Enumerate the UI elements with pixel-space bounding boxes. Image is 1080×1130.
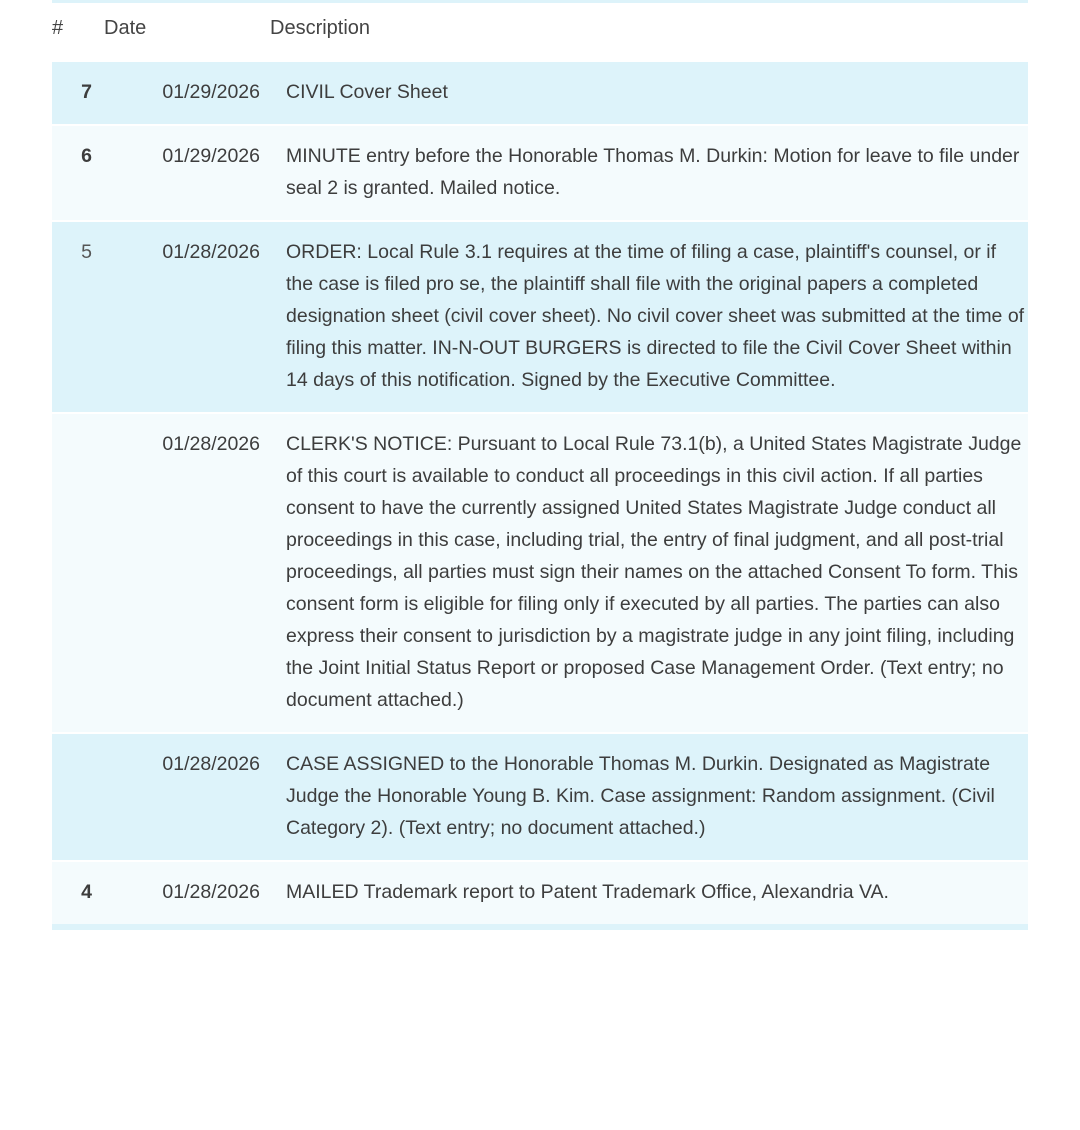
- docket-entry-description: CASE ASSIGNED to the Honorable Thomas M. Durkin. Designated as Magistrate Judge the Honorable Young B. Kim. Case assignment: Random assignment. (Civil Category 2). (Text entry; no document attached.): [270, 733, 1028, 861]
- table-row[interactable]: [52, 125, 1028, 221]
- column-header-number[interactable]: #: [52, 3, 104, 61]
- table-row[interactable]: [52, 861, 1028, 924]
- docket-entry-number[interactable]: 4: [52, 861, 104, 924]
- docket-entry-number[interactable]: 5: [52, 221, 104, 413]
- docket-entry-description: CLERK'S NOTICE: Pursuant to Local Rule 73.1(b), a United States Magistrate Judge of this court is available to conduct all proceedings in this civil action. If all parties consent to have the currently assigned United States Magistrate Judge conduct all proceedings in this case, including trial, the entry of final judgment, and all post-trial proceedings, all parties must sign their names on the attached Consent To form. This consent form is eligible for filing only if executed by all parties. The parties can also express their consent to jurisdiction by a magistrate judge in any joint filing, including the Joint Initial Status Report or proposed Case Management Order. (Text entry; no document attached.): [270, 413, 1028, 733]
- docket-entry-description: MAILED Trademark report to Patent Trademark Office, Alexandria VA.: [270, 861, 1028, 924]
- table-row[interactable]: [52, 733, 1028, 861]
- table-header: [52, 3, 1028, 61]
- docket-entry-description: MINUTE entry before the Honorable Thomas M. Durkin: Motion for leave to file under seal 2 is granted. Mailed notice.: [270, 125, 1028, 221]
- docket-entry-description: CIVIL Cover Sheet: [270, 61, 1028, 125]
- docket-table: [52, 3, 1028, 924]
- docket-entry-date: 01/29/2026: [104, 125, 270, 221]
- column-header-date[interactable]: Date: [104, 3, 270, 61]
- docket-entry-number[interactable]: 6: [52, 125, 104, 221]
- table-row[interactable]: [52, 413, 1028, 733]
- table-row[interactable]: [52, 221, 1028, 413]
- table-body: [52, 61, 1028, 924]
- docket-entry-number: [52, 733, 104, 861]
- table-row[interactable]: [52, 61, 1028, 125]
- docket-entry-date: 01/28/2026: [104, 221, 270, 413]
- docket-entry-date: 01/28/2026: [104, 861, 270, 924]
- docket-entry-date: 01/28/2026: [104, 413, 270, 733]
- table-header-row: [52, 3, 1028, 61]
- column-header-description[interactable]: Description: [270, 3, 1028, 61]
- docket-entry-date: 01/29/2026: [104, 61, 270, 125]
- bottom-divider: [52, 924, 1028, 930]
- docket-entry-number: [52, 413, 104, 733]
- docket-entry-number[interactable]: 7: [52, 61, 104, 125]
- docket-entry-description: ORDER: Local Rule 3.1 requires at the time of filing a case, plaintiff's counsel, or if the case is filed pro se, the plaintiff shall file with the original papers a completed designation sheet (civil cover sheet). No civil cover sheet was submitted at the time of filing this matter. IN-N-OUT BURGERS is directed to file the Civil Cover Sheet within 14 days of this notification. Signed by the Executive Committee.: [270, 221, 1028, 413]
- docket-entry-date: 01/28/2026: [104, 733, 270, 861]
